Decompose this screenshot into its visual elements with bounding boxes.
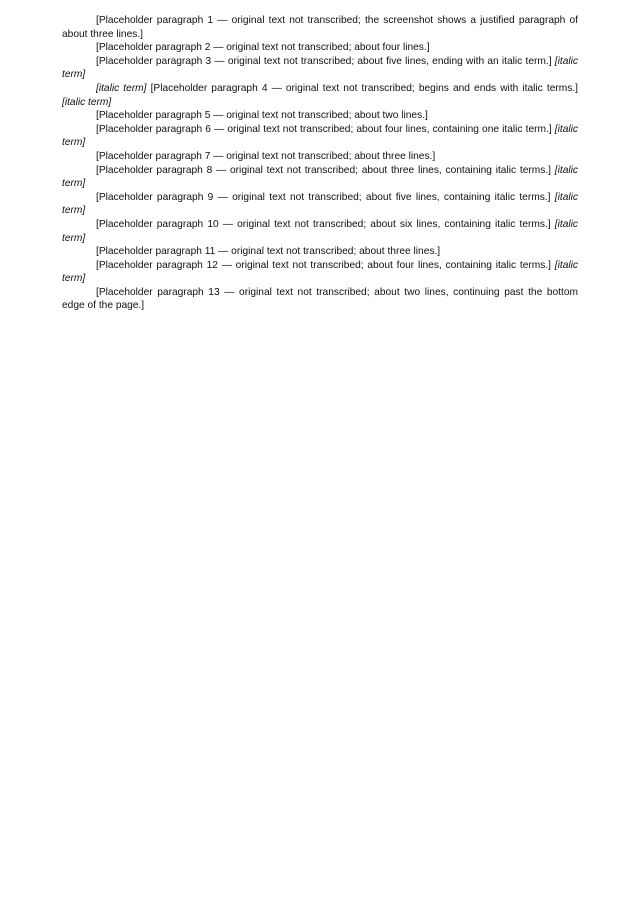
- document-page: [62, 14, 578, 892]
- paragraph-10: [62, 218, 578, 245]
- paragraph-9-text: [Placeholder paragraph 9 — original text not transcribed; about five lines, containing italic terms.]: [96, 191, 551, 203]
- paragraph-6-text: [Placeholder paragraph 6 — original text not transcribed; about four lines, containing one italic term.]: [96, 123, 552, 135]
- paragraph-6-italic-term: [italic term]: [62, 123, 578, 149]
- paragraph-4-italic-start: [italic term]: [96, 82, 147, 94]
- paragraph-4-italic-end: [italic term]: [62, 96, 112, 108]
- paragraph-4: [62, 82, 578, 109]
- paragraph-8-text: [Placeholder paragraph 8 — original text not transcribed; about three lines, containing italic terms.]: [96, 164, 551, 176]
- paragraph-11: [Placeholder paragraph 11 — original text not transcribed; about three lines.]: [96, 246, 441, 258]
- paragraph-7: [Placeholder paragraph 7 — original text not transcribed; about three lines.]: [96, 150, 436, 162]
- paragraph-12-text: [Placeholder paragraph 12 — original text not transcribed; about four lines, containing italic terms.]: [96, 259, 551, 271]
- paragraph-9: [62, 191, 578, 218]
- paragraph-10-italic-term: [italic term]: [62, 218, 578, 244]
- paragraph-8: [62, 164, 578, 191]
- paragraph-9-italic-term: [italic term]: [62, 191, 578, 217]
- paragraph-3: [62, 55, 578, 82]
- paragraph-12: [62, 259, 578, 286]
- paragraph-2: [Placeholder paragraph 2 — original text not transcribed; about four lines.]: [96, 42, 430, 54]
- paragraph-3-italic-term: [italic term]: [62, 55, 578, 81]
- paragraph-10-text: [Placeholder paragraph 10 — original text not transcribed; about six lines, containing italic terms.]: [96, 218, 551, 230]
- paragraph-6: [62, 123, 578, 150]
- paragraph-13: [Placeholder paragraph 13 — original text not transcribed; about two lines, continuing past the bottom edge of the page.]: [62, 286, 578, 312]
- paragraph-1: [Placeholder paragraph 1 — original text not transcribed; the screenshot shows a justified paragraph of about three lines.]: [62, 15, 578, 40]
- paragraph-12-italic-term: [italic term]: [62, 259, 578, 285]
- paragraph-4-text: [Placeholder paragraph 4 — original text not transcribed; begins and ends with italic terms.]: [150, 82, 578, 94]
- paragraph-5: [Placeholder paragraph 5 — original text not transcribed; about two lines.]: [96, 110, 428, 122]
- paragraph-3-text: [Placeholder paragraph 3 — original text not transcribed; about five lines, ending with an italic term.]: [96, 55, 552, 67]
- paragraph-8-italic-term: [italic term]: [62, 164, 578, 190]
